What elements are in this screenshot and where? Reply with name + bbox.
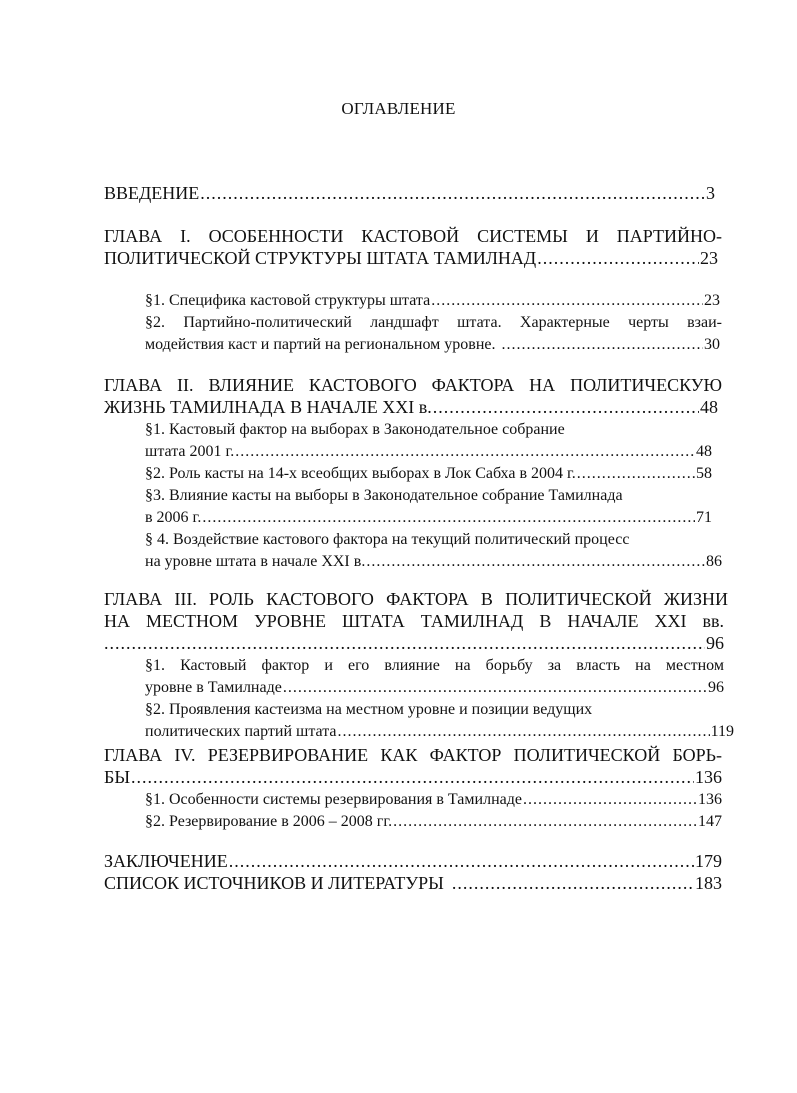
toc-page: 136 (698, 791, 722, 808)
toc-entry-ch3-sec2[interactable] (145, 721, 734, 742)
toc-label: уровне в Тамилнаде (145, 679, 282, 696)
dot-leader (501, 334, 703, 355)
toc-page: 48 (700, 397, 718, 417)
toc-page: 23 (704, 292, 720, 309)
toc-page: 71 (696, 509, 712, 526)
dot-leader (431, 290, 703, 311)
dot-leader (283, 677, 707, 698)
toc-page: 183 (695, 873, 722, 893)
toc-page: 136 (695, 767, 722, 787)
dot-leader (433, 397, 699, 418)
dot-leader (393, 811, 697, 832)
toc-label: модействия каст и партий на региональном уровне. (145, 336, 496, 353)
toc-label: в 2006 г. (145, 509, 202, 526)
toc-label: на уровне штата в начале XXI в. (145, 553, 366, 570)
toc-entry-chapter-1[interactable] (104, 248, 718, 269)
toc-label: ЗАКЛЮЧЕНИЕ (104, 851, 228, 871)
toc-entry-chapter-3[interactable] (104, 633, 724, 654)
toc-entry-sources[interactable] (104, 873, 722, 894)
toc-entry-ch1-sec2[interactable] (145, 334, 720, 355)
toc-page: 119 (710, 723, 734, 740)
dot-leader (577, 463, 695, 484)
page-title: ОГЛАВЛЕНИЕ (341, 99, 456, 118)
toc-entry-ch2-sec4-line1: § 4. Воздействие кастового фактора на текущий политический процесс (145, 531, 630, 548)
toc-entry-chapter-2[interactable] (104, 397, 718, 418)
toc-label: §1. Специфика кастовой структуры штата (145, 292, 431, 309)
dot-leader (537, 248, 699, 269)
dot-leader (523, 789, 697, 810)
toc-page: 147 (698, 813, 722, 830)
toc-entry-ch2-sec3-line1: §3. Влияние касты на выборы в Законодательное собрание Тамилнада (145, 487, 623, 504)
toc-label: ПОЛИТИЧЕСКОЙ СТРУКТУРЫ ШТАТА ТАМИЛНАД (104, 248, 537, 268)
toc-label: БЫ (104, 767, 131, 787)
dot-leader (131, 767, 694, 788)
toc-page: 30 (704, 336, 720, 353)
toc-page: 23 (700, 248, 718, 268)
toc-label: СПИСОК ИСТОЧНИКОВ И ЛИТЕРАТУРЫ (104, 873, 444, 893)
dot-leader (366, 551, 705, 572)
toc-label: штата 2001 г. (145, 443, 235, 460)
chapter-4-heading-line1: ГЛАВА IV. РЕЗЕРВИРОВАНИЕ КАК ФАКТОР ПОЛИТИЧЕСКОЙ БОРЬ- (104, 745, 722, 765)
toc-entry-intro[interactable] (104, 183, 715, 204)
dot-leader (235, 441, 695, 462)
toc-entry-ch1-sec2-line1: §2. Партийно-политический ландшафт штата. Характерные черты взаи- (145, 314, 722, 331)
dot-leader (229, 851, 694, 872)
toc-label: ВВЕДЕНИЕ (104, 183, 200, 203)
toc-entry-ch2-sec4[interactable] (145, 551, 722, 572)
toc-entry-ch4-sec1[interactable] (145, 789, 722, 810)
dot-leader (202, 507, 695, 528)
chapter-3-heading-line2: НА МЕСТНОМ УРОВНЕ ШТАТА ТАМИЛНАД В НАЧАЛЕ XXI вв. (104, 611, 724, 631)
toc-page: 48 (696, 443, 712, 460)
toc-page: 3 (706, 183, 715, 203)
toc-page: 179 (695, 851, 722, 871)
toc-entry-ch2-sec3[interactable] (145, 507, 712, 528)
toc-entry-ch2-sec2[interactable] (145, 463, 712, 484)
toc-entry-ch2-sec1[interactable] (145, 441, 712, 462)
toc-label: политических партий штата (145, 723, 337, 740)
toc-entry-ch4-sec2[interactable] (145, 811, 722, 832)
toc-label: §2. Резервирование в 2006 – 2008 гг. (145, 813, 393, 830)
toc-entry-ch3-sec1-line1: §1. Кастовый фактор и его влияние на борьбу за власть на местном (145, 657, 724, 674)
toc-label: ЖИЗНЬ ТАМИЛНАДА В НАЧАЛЕ XXI в. (104, 397, 432, 417)
toc-entry-ch1-sec1[interactable] (145, 290, 720, 311)
toc-entry-ch3-sec2-line1: §2. Проявления кастеизма на местном уровне и позиции ведущих (145, 701, 593, 718)
toc-entry-chapter-4[interactable] (104, 767, 722, 788)
dot-leader (104, 633, 705, 654)
dot-leader (452, 873, 694, 894)
toc-label: §2. Роль касты на 14-х всеобщих выборах в Лок Сабха в 2004 г. (145, 465, 576, 482)
toc-page: 86 (706, 553, 722, 570)
toc-page: 96 (708, 679, 724, 696)
toc-page: 58 (696, 465, 712, 482)
dot-leader (338, 721, 710, 742)
toc-entry-ch3-sec1[interactable] (145, 677, 724, 698)
chapter-2-heading-line1: ГЛАВА II. ВЛИЯНИЕ КАСТОВОГО ФАКТОРА НА ПОЛИТИЧЕСКУЮ (104, 375, 722, 395)
toc-entry-ch2-sec1-line1: §1. Кастовый фактор на выборах в Законодательное собрание (145, 421, 565, 438)
chapter-3-heading-line1: ГЛАВА III. РОЛЬ КАСТОВОГО ФАКТОРА В ПОЛИТИЧЕСКОЙ ЖИЗНИ (104, 589, 728, 609)
toc-label: §1. Особенности системы резервирования в Тамилнаде (145, 791, 522, 808)
dot-leader (200, 183, 705, 204)
chapter-1-heading-line1: ГЛАВА I. ОСОБЕННОСТИ КАСТОВОЙ СИСТЕМЫ И ПАРТИЙНО- (104, 226, 722, 246)
toc-page: 96 (706, 633, 724, 653)
toc-entry-conclusion[interactable] (104, 851, 722, 872)
